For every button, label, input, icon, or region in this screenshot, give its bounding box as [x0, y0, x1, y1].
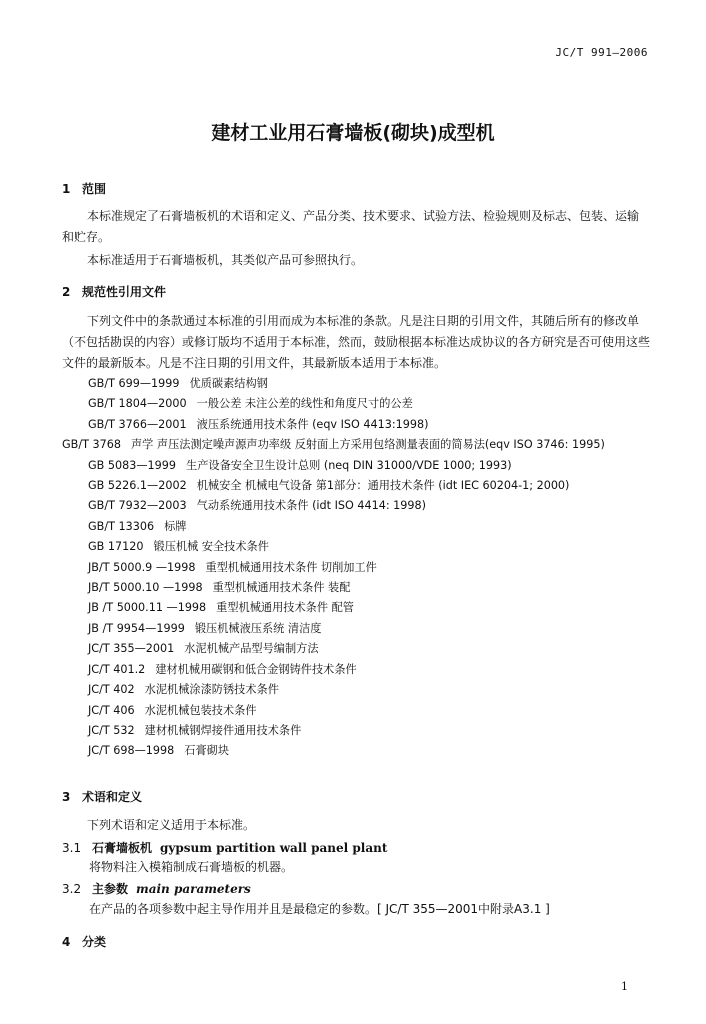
reference-item	[62, 537, 652, 557]
section-number: 2	[62, 285, 71, 299]
term-3-1	[62, 839, 387, 856]
reference-title: 生产设备安全卫生设计总则 (neq DIN 31000/VDE 1000; 1993)	[186, 458, 512, 472]
reference-title: 水泥机械包装技术条件	[144, 703, 257, 717]
reference-title: 锻压机械 安全技术条件	[153, 540, 269, 554]
reference-item	[62, 558, 652, 578]
section-4-heading	[62, 933, 106, 950]
section-3-intro: 下列术语和定义适用于本标准。	[87, 818, 256, 832]
section-title: 规范性引用文件	[82, 285, 167, 299]
reference-code: JC/T 401.2	[88, 662, 146, 676]
reference-title: 重型机械通用技术条件 装配	[212, 581, 351, 595]
reference-title: 水泥机械产品型号编制方法	[184, 642, 319, 656]
reference-code: GB 5226.1—2002	[88, 479, 187, 493]
term-number: 3.1	[62, 841, 82, 855]
term-3-1-definition: 将物料注入模箱制成石膏墙板的机器。	[89, 860, 294, 874]
reference-title: 重型机械通用技术条件 切削加工件	[205, 560, 377, 574]
reference-code: GB/T 3768	[62, 438, 121, 452]
reference-title: 石膏砌块	[184, 744, 230, 758]
reference-item	[62, 517, 652, 537]
reference-item	[62, 639, 652, 659]
section-title: 术语和定义	[82, 790, 143, 804]
reference-title: 锻压机械液压系统 清洁度	[194, 621, 322, 635]
section-2-intro: 下列文件中的条款通过本标准的引用而成为本标准的条款。凡是注日期的引用文件，其随后所有的修改单（不包括勘误的内容）或修订版均不适用于本标准，然而，鼓励根据本标准达成协议的各方研究是否可使用这些文件的最新版本。凡是不注日期的引用文件，其最新版本适用于本标准。	[62, 314, 651, 370]
reference-code: JC/T 406	[88, 703, 135, 717]
reference-title: 标牌	[164, 519, 187, 533]
term-en: gypsum partition wall panel plant	[160, 841, 388, 855]
reference-code: JC/T 698—1998	[88, 744, 175, 758]
section-title: 分类	[82, 935, 107, 949]
reference-title: 声学 声压法测定噪声源声功率级 反射面上方采用包络测量表面的简易法(eqv ISO 3746: 1995)	[130, 438, 605, 452]
reference-code: JC/T 402	[88, 683, 135, 697]
normative-references-list	[62, 374, 652, 762]
reference-title: 气动系统通用技术条件 (idt ISO 4414: 1998)	[196, 499, 426, 513]
reference-item	[62, 680, 652, 700]
term-3-2-definition: 在产品的各项参数中起主导作用并且是最稳定的参数。[ JC/T 355—2001中附录A3.1 ]	[89, 902, 550, 916]
term-cn: 石膏墙板机	[92, 841, 153, 855]
reference-title: 一般公差 未注公差的线性和角度尺寸的公差	[196, 397, 413, 411]
reference-item	[62, 701, 652, 721]
term-number: 3.2	[62, 882, 82, 896]
reference-title: 重型机械通用技术条件 配管	[216, 601, 354, 615]
page-number: 1	[621, 980, 628, 993]
reference-code: GB 5083—1999	[88, 458, 177, 472]
reference-item	[62, 496, 652, 516]
reference-code: JC/T 532	[88, 723, 135, 737]
reference-code: GB/T 13306	[88, 519, 155, 533]
section-1-para-1: 本标准规定了石膏墙板机的术语和定义、产品分类、技术要求、试验方法、检验规则及标志、包装、运输和贮存。	[62, 209, 640, 244]
reference-title: 建材机械用碳钢和低合金钢铸件技术条件	[155, 662, 357, 676]
reference-title: 优质碳素结构钢	[189, 377, 268, 390]
section-3-heading	[62, 788, 142, 805]
reference-item	[62, 660, 652, 680]
term-en: main parameters	[136, 882, 251, 896]
section-number: 4	[62, 935, 71, 949]
reference-title: 水泥机械涂漆防锈技术条件	[144, 683, 279, 697]
reference-item	[62, 619, 652, 639]
document-title: 建材工业用石膏墙板(砌块)成型机	[211, 122, 495, 144]
reference-item	[62, 456, 652, 476]
reference-item	[62, 721, 652, 741]
reference-item	[36, 435, 652, 455]
reference-code: JB /T 9954—1999	[88, 621, 185, 635]
reference-code: JB /T 5000.11 —1998	[88, 601, 207, 615]
reference-code: GB/T 7932—2003	[88, 499, 187, 513]
reference-item	[62, 476, 652, 496]
reference-code: GB/T 1804—2000	[88, 397, 187, 411]
section-2-heading	[62, 283, 166, 300]
reference-item	[62, 741, 652, 761]
section-1-para-2: 本标准适用于石膏墙板机，其类似产品可参照执行。	[87, 253, 364, 267]
reference-item	[62, 394, 652, 414]
reference-item	[62, 374, 652, 394]
section-number: 1	[62, 182, 71, 196]
section-1-heading	[62, 180, 106, 197]
reference-item	[62, 598, 652, 618]
reference-title: 液压系统通用技术条件 (eqv ISO 4413:1998)	[196, 417, 429, 431]
reference-code: JC/T 355—2001	[88, 642, 175, 656]
section-number: 3	[62, 790, 71, 804]
term-3-2	[62, 880, 251, 897]
reference-code: GB 17120	[88, 540, 144, 554]
reference-title: 建材机械钢焊接件通用技术条件	[144, 723, 302, 737]
section-title: 范围	[82, 182, 107, 196]
term-cn: 主参数	[92, 882, 129, 896]
reference-code: GB/T 3766—2001	[88, 417, 187, 431]
reference-item	[62, 578, 652, 598]
standard-code: JC/T 991—2006	[555, 46, 648, 59]
reference-title: 机械安全 机械电气设备 第1部分：通用技术条件 (idt IEC 60204-1; 2000)	[196, 479, 570, 493]
reference-code: JB/T 5000.9 —1998	[88, 560, 196, 574]
reference-item	[62, 415, 652, 435]
reference-code: GB/T 699—1999	[88, 377, 180, 390]
reference-code: JB/T 5000.10 —1998	[88, 581, 203, 595]
